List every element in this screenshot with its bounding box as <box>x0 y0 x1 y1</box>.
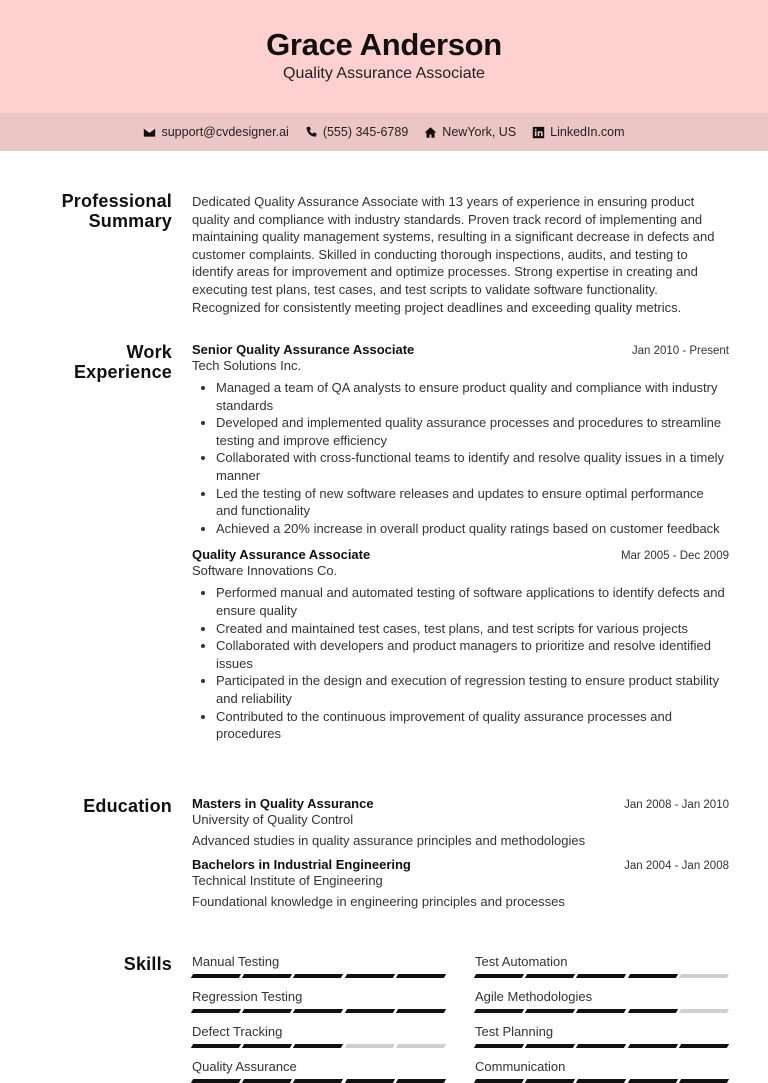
skill-level-segment-empty <box>396 1044 447 1048</box>
skill-level-segment-filled <box>474 1009 525 1013</box>
school-name: University of Quality Control <box>192 812 354 827</box>
candidate-name: Grace Anderson <box>266 27 502 62</box>
work-heading-line2: Experience <box>73 362 172 382</box>
job-company: Tech Solutions Inc. <box>192 358 302 373</box>
skill-level-segment-filled <box>576 1009 627 1013</box>
skill-level-segment-filled <box>396 1079 447 1083</box>
envelope-icon <box>143 126 156 139</box>
skill-item <box>192 954 445 978</box>
skill-level-segment-filled <box>344 1009 395 1013</box>
skill-level-segment-filled <box>344 1079 395 1083</box>
skill-level-segment-filled <box>242 974 293 978</box>
job-bullet: • Created and maintained test cases, test plans, and test scripts for various projects <box>216 620 729 638</box>
skill-level-segment-filled <box>191 1009 242 1013</box>
job-bullet: • Managed a team of QA analysts to ensure product quality and compliance with industry standards <box>216 379 729 414</box>
skill-level-segment-filled <box>525 1009 576 1013</box>
education-heading: Education <box>83 796 172 816</box>
education-date: Jan 2008 - Jan 2010 <box>624 799 729 811</box>
skill-item <box>475 1024 728 1048</box>
skill-level-segment-filled <box>191 974 242 978</box>
education-entry <box>192 796 729 848</box>
skill-item <box>192 1059 445 1083</box>
job-bullet: • Performed manual and automated testing of software applications to identify defects and ensure quality <box>216 584 729 619</box>
skill-level-segment-empty <box>679 1009 730 1013</box>
job-bullet: • Participated in the design and execution of regression testing to ensure product stability and reliability <box>216 672 729 707</box>
skill-level-bar <box>192 1009 445 1013</box>
skill-level-bar <box>192 974 445 978</box>
work-heading <box>74 342 172 382</box>
contact-phone[interactable] <box>305 125 408 139</box>
skills-grid <box>192 954 729 1083</box>
linkedin-icon <box>532 126 545 139</box>
skill-level-bar <box>192 1079 445 1083</box>
skill-level-segment-filled <box>525 974 576 978</box>
skill-level-segment-filled <box>293 1044 344 1048</box>
skill-name: Agile Methodologies <box>475 989 593 1004</box>
skill-level-segment-filled <box>525 1044 576 1048</box>
skill-name: Defect Tracking <box>192 1024 283 1039</box>
summary-text: Dedicated Quality Assurance Associate with 13 years of experience in ensuring product quality and compliance with industry standards. Proven track record of implementing and maintaining quality management systems, resulting in a significant decrease in defects and customer complaints. Skilled in conducting thorough inspections, audits, and testing to identify areas for improvement and optimize processes. Strong expertise in creating and executing test plans, test cases, and test scripts to validate software functionality. Recognized for consistently meeting project deadlines and exceeding quality metrics. <box>192 194 715 315</box>
skill-level-bar <box>475 974 728 978</box>
education-entry <box>192 857 729 909</box>
skill-level-segment-filled <box>474 1079 525 1083</box>
skill-level-segment-filled <box>191 1079 242 1083</box>
skill-item <box>475 1059 728 1083</box>
skill-item <box>192 989 445 1013</box>
school-name: Technical Institute of Engineering <box>192 873 383 888</box>
skill-level-bar <box>475 1009 728 1013</box>
degree-title: Masters in Quality Assurance <box>192 796 374 811</box>
job-bullet: • Collaborated with developers and product managers to prioritize and resolve identified issues <box>216 637 729 672</box>
education-date: Jan 2004 - Jan 2008 <box>624 860 729 872</box>
job-entry <box>192 342 729 537</box>
skill-level-segment-filled <box>293 974 344 978</box>
skill-level-segment-filled <box>627 974 678 978</box>
phone-icon <box>305 126 318 139</box>
skill-level-segment-filled <box>627 1044 678 1048</box>
skill-level-segment-filled <box>293 1009 344 1013</box>
skill-level-segment-filled <box>191 1044 242 1048</box>
skill-item <box>475 954 728 978</box>
job-entry <box>192 547 729 742</box>
education-description: Advanced studies in quality assurance principles and methodologies <box>192 833 586 848</box>
job-bullet: • Contributed to the continuous improvement of quality assurance processes and procedures <box>216 708 729 743</box>
skill-name: Test Automation <box>475 954 568 969</box>
skill-level-bar <box>475 1079 728 1083</box>
skill-level-segment-filled <box>396 1009 447 1013</box>
skills-heading: Skills <box>123 954 172 974</box>
skill-level-segment-empty <box>344 1044 395 1048</box>
job-bullet: • Achieved a 20% increase in overall product quality ratings based on customer feedback <box>216 520 729 538</box>
job-title: Senior Quality Assurance Associate <box>192 342 415 357</box>
contact-linkedin[interactable] <box>532 125 624 139</box>
skill-level-segment-filled <box>242 1079 293 1083</box>
summary-heading-line1: Professional <box>61 191 172 211</box>
skill-level-segment-filled <box>679 1044 730 1048</box>
skill-level-segment-empty <box>679 974 730 978</box>
skill-level-segment-filled <box>474 974 525 978</box>
skill-level-bar <box>192 1044 445 1048</box>
job-bullets <box>192 584 729 742</box>
job-date: Mar 2005 - Dec 2009 <box>620 550 729 563</box>
location-text: NewYork, US <box>442 125 517 139</box>
email-text: support@cvdesigner.ai <box>161 125 289 139</box>
home-icon <box>424 126 437 139</box>
skill-level-segment-filled <box>576 1044 627 1048</box>
job-bullet: • Developed and implemented quality assurance processes and procedures to streamline testing and improve efficiency <box>216 414 729 449</box>
skill-level-segment-filled <box>293 1079 344 1083</box>
contact-location <box>424 125 516 139</box>
skill-level-segment-filled <box>396 974 447 978</box>
job-bullets <box>192 379 729 537</box>
work-heading-line1: Work <box>126 342 172 362</box>
skill-level-bar <box>475 1044 728 1048</box>
job-bullet: • Led the testing of new software releases and updates to ensure optimal performance and functionality <box>216 485 729 520</box>
summary-heading-line2: Summary <box>88 211 172 231</box>
degree-title: Bachelors in Industrial Engineering <box>192 857 411 872</box>
job-bullet: • Collaborated with cross-functional teams to identify and resolve quality issues in a timely manner <box>216 449 729 484</box>
skill-level-segment-filled <box>576 974 627 978</box>
phone-text: (555) 345-6789 <box>322 125 409 139</box>
candidate-role: Quality Assurance Associate <box>283 65 485 82</box>
skill-name: Manual Testing <box>192 954 280 969</box>
skill-level-segment-filled <box>344 974 395 978</box>
skill-name: Test Planning <box>475 1024 554 1039</box>
skill-level-segment-filled <box>576 1079 627 1083</box>
skill-item <box>192 1024 445 1048</box>
job-company: Software Innovations Co. <box>192 563 338 579</box>
skill-level-segment-filled <box>474 1044 525 1048</box>
skill-level-segment-filled <box>242 1009 293 1013</box>
skill-name: Regression Testing <box>192 989 303 1004</box>
skill-item <box>475 989 728 1013</box>
contact-bar <box>0 113 768 151</box>
job-title: Quality Assurance Associate <box>192 547 371 563</box>
skill-level-segment-filled <box>627 1079 678 1083</box>
skill-level-segment-filled <box>242 1044 293 1048</box>
linkedin-text: LinkedIn.com <box>550 125 625 139</box>
resume-header <box>0 0 768 113</box>
skill-name: Quality Assurance <box>192 1059 297 1074</box>
skill-level-segment-filled <box>679 1079 730 1083</box>
education-description: Foundational knowledge in engineering principles and processes <box>192 894 565 909</box>
summary-heading <box>62 191 172 231</box>
skill-level-segment-filled <box>525 1079 576 1083</box>
skill-level-segment-filled <box>627 1009 678 1013</box>
job-date: Jan 2010 - Present <box>631 345 729 357</box>
contact-email[interactable] <box>143 125 288 139</box>
skill-name: Communication <box>475 1059 566 1074</box>
